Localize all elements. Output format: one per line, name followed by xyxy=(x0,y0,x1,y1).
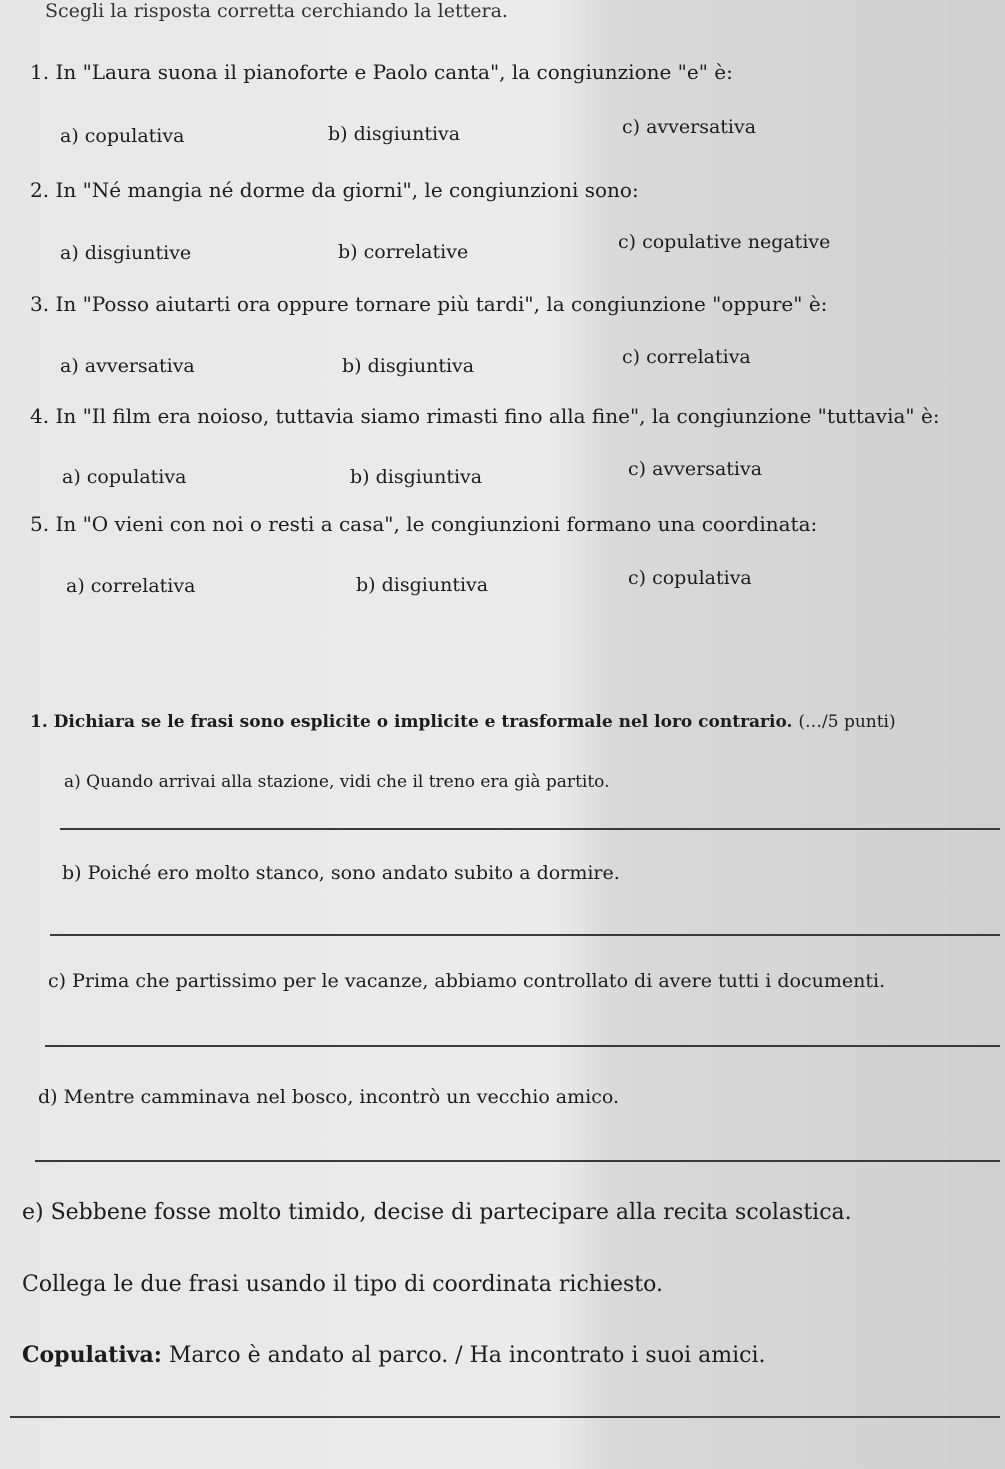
exercise-title-text: 1. Dichiara se le frasi sono esplicite o implicite e trasformale nel loro contrario. xyxy=(30,712,793,732)
question-4-option-a[interactable]: a) copulativa xyxy=(62,466,187,488)
sentence-d: d) Mentre camminava nel bosco, incontrò un vecchio amico. xyxy=(38,1086,620,1108)
question-1: 1. In "Laura suona il pianoforte e Paolo canta", la congiunzione "e" è: xyxy=(30,60,733,84)
question-2: 2. In "Né mangia né dorme da giorni", le congiunzioni sono: xyxy=(30,178,639,202)
question-2-option-b[interactable]: b) correlative xyxy=(338,241,469,263)
question-3-option-c[interactable]: c) correlativa xyxy=(622,346,751,368)
question-5-option-c[interactable]: c) copulativa xyxy=(628,567,752,589)
question-1-option-b[interactable]: b) disgiuntiva xyxy=(328,123,461,145)
question-3-option-b[interactable]: b) disgiuntiva xyxy=(342,355,475,377)
instructions-header: Scegli la risposta corretta cerchiando la lettera. xyxy=(45,0,508,22)
question-4-option-b[interactable]: b) disgiuntiva xyxy=(350,466,483,488)
question-3-option-a[interactable]: a) avversativa xyxy=(60,355,195,377)
answer-line-copulativa[interactable] xyxy=(10,1416,1000,1418)
answer-line-b[interactable] xyxy=(50,934,1000,936)
exercise-points: (…/5 punti) xyxy=(798,712,896,732)
exercise-title xyxy=(30,712,896,732)
question-2-option-a[interactable]: a) disgiuntive xyxy=(60,242,192,264)
copulativa-label: Copulativa: xyxy=(22,1342,162,1368)
question-5-option-a[interactable]: a) correlativa xyxy=(66,575,196,597)
copulativa-sentence: Marco è andato al parco. / Ha incontrato i suoi amici. xyxy=(161,1343,766,1368)
sentence-a: a) Quando arrivai alla stazione, vidi che il treno era già partito. xyxy=(64,772,610,792)
question-5: 5. In "O vieni con noi o resti a casa", le congiunzioni formano una coordinata: xyxy=(30,512,818,536)
question-1-option-a[interactable]: a) copulativa xyxy=(60,125,185,147)
question-5-option-b[interactable]: b) disgiuntiva xyxy=(356,574,489,596)
question-2-option-c[interactable]: c) copulative negative xyxy=(618,231,831,253)
answer-line-c[interactable] xyxy=(45,1045,1000,1047)
question-3: 3. In "Posso aiutarti ora oppure tornare più tardi", la congiunzione "oppure" è: xyxy=(30,292,828,316)
copulativa-exercise xyxy=(22,1342,766,1368)
question-4: 4. In "Il film era noioso, tuttavia siamo rimasti fino alla fine", la congiunzione "tuttavia" è: xyxy=(30,404,940,428)
sentence-e: e) Sebbene fosse molto timido, decise di partecipare alla recita scolastica. xyxy=(22,1200,852,1225)
sentence-b: b) Poiché ero molto stanco, sono andato subito a dormire. xyxy=(62,862,620,884)
answer-line-d[interactable] xyxy=(35,1160,1000,1162)
answer-line-a[interactable] xyxy=(60,828,1000,830)
question-4-option-c[interactable]: c) avversativa xyxy=(628,458,763,480)
question-1-option-c[interactable]: c) avversativa xyxy=(622,116,757,138)
link-instruction: Collega le due frasi usando il tipo di coordinata richiesto. xyxy=(22,1272,663,1297)
sentence-c: c) Prima che partissimo per le vacanze, abbiamo controllato di avere tutti i documenti. xyxy=(48,970,886,992)
